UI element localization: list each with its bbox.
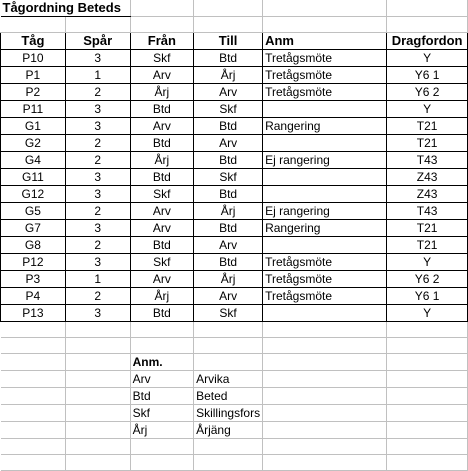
empty-cell[interactable] — [263, 354, 387, 371]
empty-cell[interactable] — [65, 338, 130, 354]
dragfordon-cell[interactable]: Y6 2 — [387, 84, 468, 101]
till-cell[interactable]: Btd — [194, 50, 263, 67]
dragfordon-cell[interactable]: Y — [387, 305, 468, 322]
table-row — [1, 220, 468, 237]
empty-cell[interactable] — [263, 422, 387, 439]
till-cell[interactable]: Skf — [194, 305, 263, 322]
header-spar[interactable]: Spår — [65, 33, 130, 50]
fran-cell[interactable]: Skf — [130, 50, 193, 67]
spar-cell[interactable]: 3 — [65, 305, 130, 322]
anm-cell[interactable]: Ej rangering — [263, 152, 387, 169]
anm-cell[interactable] — [263, 169, 387, 186]
empty-cell[interactable] — [194, 338, 263, 354]
dragfordon-cell[interactable]: Z43 — [387, 186, 468, 203]
empty-cell[interactable] — [263, 17, 387, 33]
tag-cell[interactable]: G11 — [1, 169, 66, 186]
fran-cell[interactable]: Btd — [130, 135, 193, 152]
legend-row — [1, 405, 468, 422]
empty-cell[interactable] — [194, 17, 263, 33]
till-cell[interactable]: Skf — [194, 101, 263, 118]
fran-cell[interactable]: Skf — [130, 186, 193, 203]
empty-cell[interactable] — [194, 354, 263, 371]
blank-row — [1, 17, 468, 33]
empty-cell[interactable] — [65, 371, 130, 388]
tag-cell[interactable]: P4 — [1, 288, 66, 305]
dragfordon-cell[interactable]: Z43 — [387, 169, 468, 186]
legend-row — [1, 388, 468, 405]
empty-cell[interactable] — [1, 371, 66, 388]
table-row — [1, 118, 468, 135]
anm-cell[interactable] — [263, 237, 387, 254]
fran-cell[interactable]: Årj — [130, 288, 193, 305]
legend-name[interactable]: Arvika — [194, 371, 263, 388]
anm-cell[interactable]: Rangering — [263, 118, 387, 135]
till-cell[interactable]: Btd — [194, 118, 263, 135]
empty-cell[interactable] — [387, 439, 468, 455]
empty-cell[interactable] — [263, 388, 387, 405]
fran-cell[interactable]: Btd — [130, 101, 193, 118]
legend-title-row — [1, 354, 468, 371]
header-fran[interactable]: Från — [130, 33, 193, 50]
empty-cell[interactable] — [130, 455, 193, 471]
dragfordon-cell[interactable]: T43 — [387, 152, 468, 169]
dragfordon-cell[interactable]: Y — [387, 50, 468, 67]
empty-cell[interactable] — [1, 354, 66, 371]
fran-cell[interactable]: Arv — [130, 203, 193, 220]
empty-cell[interactable] — [1, 439, 66, 455]
header-till[interactable]: Till — [194, 33, 263, 50]
anm-cell[interactable]: Tretågsmöte — [263, 288, 387, 305]
empty-cell[interactable] — [1, 405, 66, 422]
anm-cell[interactable]: Rangering — [263, 220, 387, 237]
table-row — [1, 186, 468, 203]
spar-cell[interactable]: 3 — [65, 169, 130, 186]
tag-cell[interactable]: G12 — [1, 186, 66, 203]
blank-row — [1, 455, 468, 471]
till-cell[interactable]: Btd — [194, 186, 263, 203]
table-row — [1, 84, 468, 101]
tag-cell[interactable]: G8 — [1, 237, 66, 254]
empty-cell[interactable] — [65, 422, 130, 439]
till-cell[interactable]: Arv — [194, 84, 263, 101]
table-row — [1, 305, 468, 322]
tag-cell[interactable]: P11 — [1, 101, 66, 118]
empty-cell[interactable] — [387, 371, 468, 388]
empty-cell[interactable] — [194, 322, 263, 338]
spar-cell[interactable]: 2 — [65, 84, 130, 101]
title-row — [1, 0, 468, 17]
till-cell[interactable]: Arv — [194, 237, 263, 254]
legend-row — [1, 422, 468, 439]
empty-cell[interactable] — [387, 388, 468, 405]
empty-cell[interactable] — [1, 422, 66, 439]
till-cell[interactable]: Årj — [194, 203, 263, 220]
till-cell[interactable]: Arv — [194, 135, 263, 152]
empty-cell[interactable] — [263, 322, 387, 338]
anm-cell[interactable]: Tretågsmöte — [263, 254, 387, 271]
tag-cell[interactable]: P13 — [1, 305, 66, 322]
fran-cell[interactable]: Arv — [130, 271, 193, 288]
legend-abbr[interactable]: Btd — [130, 388, 193, 405]
tag-cell[interactable]: P1 — [1, 67, 66, 84]
empty-cell[interactable] — [387, 0, 468, 17]
empty-cell[interactable] — [387, 455, 468, 471]
spar-cell[interactable]: 3 — [65, 101, 130, 118]
legend-abbr[interactable]: Arv — [130, 371, 193, 388]
empty-cell[interactable] — [130, 338, 193, 354]
till-cell[interactable]: Btd — [194, 220, 263, 237]
legend-abbr[interactable]: Skf — [130, 405, 193, 422]
empty-cell[interactable] — [194, 0, 263, 17]
spar-cell[interactable]: 2 — [65, 152, 130, 169]
empty-cell[interactable] — [1, 17, 66, 33]
table-row — [1, 169, 468, 186]
spar-cell[interactable]: 1 — [65, 67, 130, 84]
empty-cell[interactable] — [387, 17, 468, 33]
legend-row — [1, 371, 468, 388]
empty-cell[interactable] — [65, 405, 130, 422]
legend-title[interactable]: Anm. — [130, 354, 193, 371]
dragfordon-cell[interactable]: Y6 1 — [387, 288, 468, 305]
dragfordon-cell[interactable]: T21 — [387, 220, 468, 237]
tag-cell[interactable]: P10 — [1, 50, 66, 67]
empty-cell[interactable] — [387, 338, 468, 354]
anm-cell[interactable]: Tretågsmöte — [263, 271, 387, 288]
empty-cell[interactable] — [387, 405, 468, 422]
table-row — [1, 152, 468, 169]
table-row — [1, 288, 468, 305]
empty-cell[interactable] — [65, 439, 130, 455]
empty-cell[interactable] — [263, 371, 387, 388]
fran-cell[interactable]: Arv — [130, 220, 193, 237]
empty-cell[interactable] — [194, 439, 263, 455]
table-row — [1, 67, 468, 84]
header-anm[interactable]: Anm — [263, 33, 387, 50]
legend-name[interactable]: Beted — [194, 388, 263, 405]
spar-cell[interactable]: 2 — [65, 135, 130, 152]
legend-name[interactable]: Skillingsfors — [194, 405, 263, 422]
legend-name[interactable]: Årjäng — [194, 422, 263, 439]
blank-row — [1, 439, 468, 455]
till-cell[interactable]: Årj — [194, 271, 263, 288]
fran-cell[interactable]: Arv — [130, 67, 193, 84]
till-cell[interactable]: Skf — [194, 169, 263, 186]
table-row — [1, 271, 468, 288]
empty-cell[interactable] — [65, 322, 130, 338]
table-row — [1, 254, 468, 271]
anm-cell[interactable]: Ej rangering — [263, 203, 387, 220]
till-cell[interactable]: Btd — [194, 254, 263, 271]
anm-cell[interactable] — [263, 101, 387, 118]
empty-cell[interactable] — [130, 322, 193, 338]
sheet-title[interactable]: Tågordning Beteds — [1, 0, 131, 17]
header-dragfordon[interactable]: Dragfordon — [387, 33, 468, 50]
empty-cell[interactable] — [263, 405, 387, 422]
tag-cell[interactable]: G2 — [1, 135, 66, 152]
empty-cell[interactable] — [387, 422, 468, 439]
empty-cell[interactable] — [65, 354, 130, 371]
empty-cell[interactable] — [65, 17, 130, 33]
empty-cell[interactable] — [1, 388, 66, 405]
till-cell[interactable]: Årj — [194, 67, 263, 84]
dragfordon-cell[interactable]: Y — [387, 254, 468, 271]
spar-cell[interactable]: 3 — [65, 254, 130, 271]
spar-cell[interactable]: 2 — [65, 203, 130, 220]
empty-cell[interactable] — [263, 0, 387, 17]
table-row — [1, 135, 468, 152]
spar-cell[interactable]: 2 — [65, 237, 130, 254]
empty-cell[interactable] — [65, 455, 130, 471]
table-row — [1, 50, 468, 67]
tag-cell[interactable]: P3 — [1, 271, 66, 288]
empty-cell[interactable] — [130, 17, 193, 33]
fran-cell[interactable]: Årj — [130, 84, 193, 101]
spar-cell[interactable]: 3 — [65, 186, 130, 203]
table-row — [1, 101, 468, 118]
tag-cell[interactable]: P2 — [1, 84, 66, 101]
legend-abbr[interactable]: Årj — [130, 422, 193, 439]
dragfordon-cell[interactable]: Y — [387, 101, 468, 118]
empty-cell[interactable] — [1, 322, 66, 338]
tag-cell[interactable]: G5 — [1, 203, 66, 220]
tag-cell[interactable]: G1 — [1, 118, 66, 135]
anm-cell[interactable] — [263, 135, 387, 152]
spar-cell[interactable]: 3 — [65, 118, 130, 135]
empty-cell[interactable] — [263, 338, 387, 354]
empty-cell[interactable] — [65, 388, 130, 405]
fran-cell[interactable]: Btd — [130, 169, 193, 186]
empty-cell[interactable] — [263, 455, 387, 471]
header-tag[interactable]: Tåg — [1, 33, 66, 50]
empty-cell[interactable] — [387, 354, 468, 371]
fran-cell[interactable]: Årj — [130, 152, 193, 169]
spar-cell[interactable]: 3 — [65, 220, 130, 237]
till-cell[interactable]: Btd — [194, 152, 263, 169]
dragfordon-cell[interactable]: Y6 1 — [387, 67, 468, 84]
empty-cell[interactable] — [387, 322, 468, 338]
fran-cell[interactable]: Arv — [130, 118, 193, 135]
anm-cell[interactable]: Tretågsmöte — [263, 84, 387, 101]
table-row — [1, 237, 468, 254]
table-row — [1, 203, 468, 220]
empty-cell[interactable] — [1, 338, 66, 354]
blank-row — [1, 338, 468, 354]
dragfordon-cell[interactable]: T21 — [387, 237, 468, 254]
spar-cell[interactable]: 3 — [65, 50, 130, 67]
dragfordon-cell[interactable]: T21 — [387, 135, 468, 152]
header-row — [1, 33, 468, 50]
spar-cell[interactable]: 1 — [65, 271, 130, 288]
blank-row — [1, 322, 468, 338]
till-cell[interactable]: Arv — [194, 288, 263, 305]
anm-cell[interactable]: Tretågsmöte — [263, 50, 387, 67]
empty-cell[interactable] — [1, 455, 66, 471]
fran-cell[interactable]: Btd — [130, 305, 193, 322]
empty-cell[interactable] — [130, 439, 193, 455]
tag-cell[interactable]: G7 — [1, 220, 66, 237]
fran-cell[interactable]: Skf — [130, 254, 193, 271]
fran-cell[interactable]: Btd — [130, 237, 193, 254]
anm-cell[interactable] — [263, 186, 387, 203]
tag-cell[interactable]: G4 — [1, 152, 66, 169]
tag-cell[interactable]: P12 — [1, 254, 66, 271]
dragfordon-cell[interactable]: T21 — [387, 118, 468, 135]
dragfordon-cell[interactable]: T43 — [387, 203, 468, 220]
empty-cell[interactable] — [130, 0, 193, 17]
anm-cell[interactable] — [263, 305, 387, 322]
spar-cell[interactable]: 2 — [65, 288, 130, 305]
dragfordon-cell[interactable]: Y6 2 — [387, 271, 468, 288]
empty-cell[interactable] — [263, 439, 387, 455]
anm-cell[interactable]: Tretågsmöte — [263, 67, 387, 84]
empty-cell[interactable] — [194, 455, 263, 471]
